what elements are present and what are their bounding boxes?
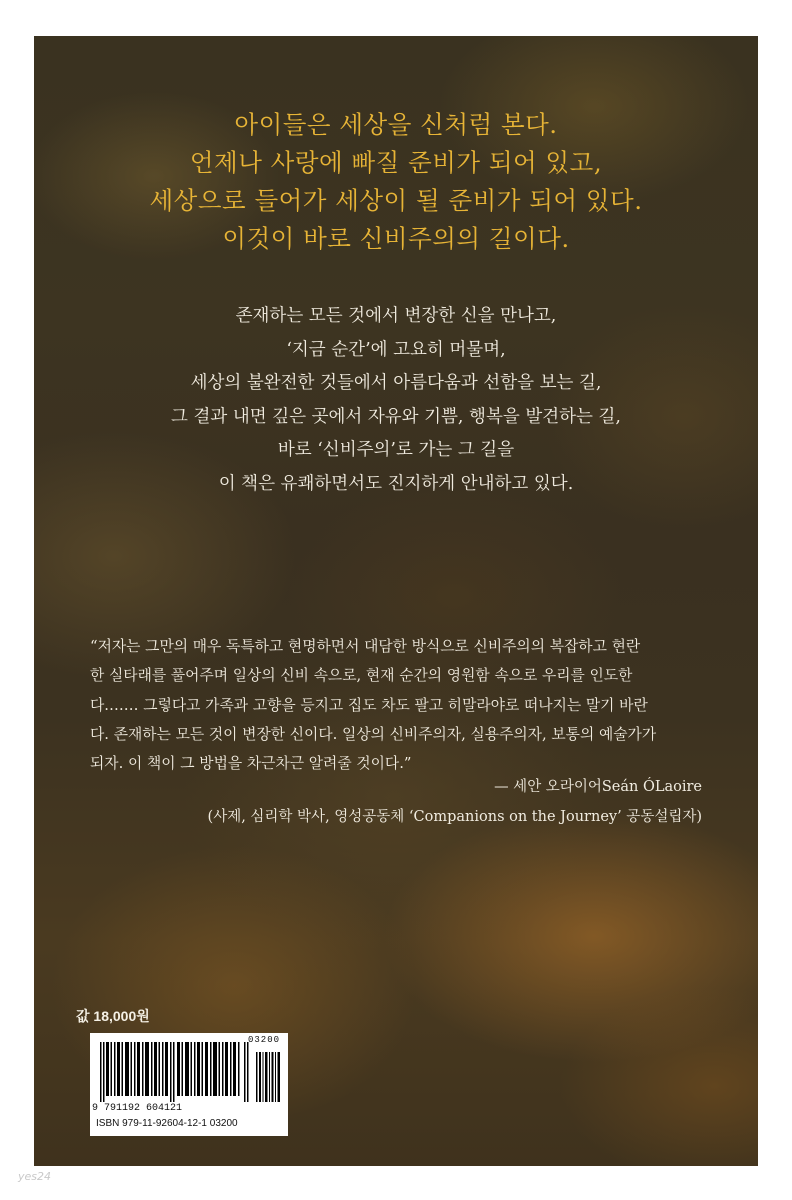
isbn-number: ISBN 979-11-92604-12-1 03200 (96, 1118, 238, 1129)
addon-barcode-bars (256, 1052, 282, 1102)
description-text (34, 300, 758, 501)
headline-line: 이것이 바로 신비주의의 길이다. (222, 224, 570, 253)
quote-line: 한 실타래를 풀어주며 일상의 신비 속으로, 현재 순간의 영원함 속으로 우리를 인도한 (90, 667, 633, 685)
book-back-cover (34, 36, 758, 1166)
headline-text (34, 106, 758, 258)
addon-code: 03200 (248, 1035, 281, 1045)
isbn-barcode (90, 1033, 288, 1136)
quote-line: 다. 존재하는 모든 것이 변장한 신이다. 일상의 신비주의자, 실용주의자, 보통의 예술가가 (90, 725, 657, 743)
description-line: 존재하는 모든 것에서 변장한 신을 만나고, (235, 306, 557, 326)
quote-attribution: — 세안 오라이어Seán ÓLaoire (494, 779, 702, 795)
quote-line: “저자는 그만의 매우 독특하고 현명하면서 대담한 방식으로 신비주의의 복잡하고 현란 (90, 638, 641, 655)
quote-line: 다.…… 그렇다고 가족과 고향을 등지고 집도 차도 팔고 히말라야로 떠나지는 말기 바란 (90, 696, 648, 714)
headline-line: 아이들은 세상을 신처럼 본다. (234, 110, 558, 139)
ean-number: 9 791192 604121 (92, 1103, 183, 1114)
description-line: ‘지금 순간’에 고요히 머물며, (286, 339, 506, 360)
ean-barcode-bars (100, 1042, 250, 1102)
description-line: 그 결과 내면 깊은 곳에서 자유와 기쁨, 행복을 발견하는 길, (170, 406, 621, 427)
quote-affiliation: (사제, 심리학 박사, 영성공동체 ‘Companions on the Journey’ 공동설립자) (207, 809, 702, 825)
endorsement-quote (90, 632, 702, 778)
description-line: 바로 ‘신비주의’로 가는 그 길을 (277, 440, 515, 460)
headline-line: 세상으로 들어가 세상이 될 준비가 되어 있다. (149, 186, 643, 215)
description-line: 이 책은 유쾌하면서도 진지하게 안내하고 있다. (218, 473, 574, 494)
headline-line: 언제나 사랑에 빠질 준비가 되어 있고, (189, 148, 603, 177)
price-label: 값 18,000원 (76, 1008, 150, 1024)
yes24-watermark: yes24 (18, 1170, 52, 1183)
quote-line: 되자. 이 책이 그 방법을 차근차근 알려줄 것이다.” (90, 755, 412, 773)
description-line: 세상의 불완전한 것들에서 아름다움과 선함을 보는 길, (190, 373, 602, 393)
